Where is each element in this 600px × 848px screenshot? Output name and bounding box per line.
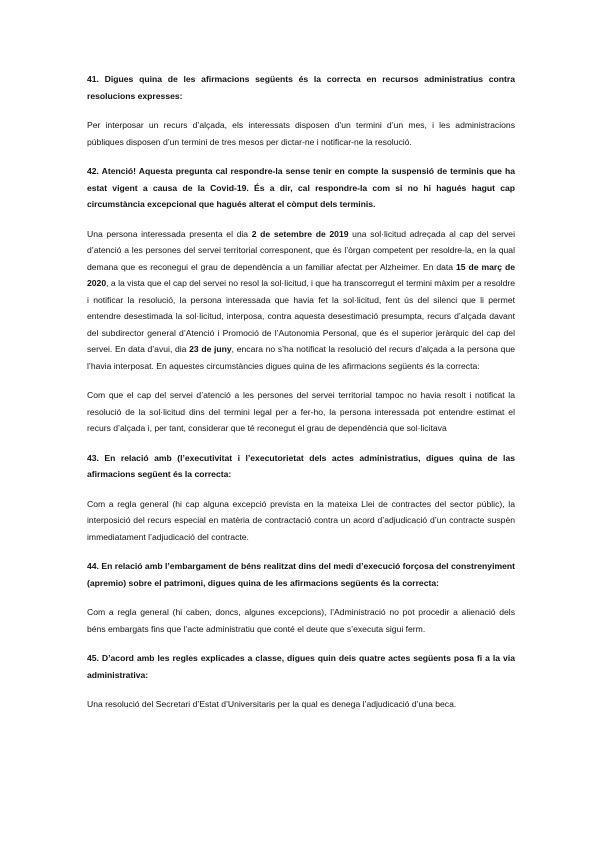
answer-43: Com a regla general (hi cap alguna excepció prevista en la mateixa Llei de contractes del sector públic), la interposició del recurs especial en matèria de contractació contra un acord d’adjudicació d’un contracte suspèn immediatament l’adjudicació del contracte. [87, 498, 515, 542]
case-text-4: , encara no s’ha notificat la resolució del recurs d’alçada a la persona que l’havia interposat. En aquestes circumstàncies digues quina de les afirmacions següents és la correcta: [87, 344, 516, 371]
document-body [87, 71, 515, 726]
question-44: 44. En relació amb l’embargament de béns realitzat dins del medi d’execució forçosa del constrenyiment (apremio) sobre el patrimoni, digues quina de les afirmacions següents és la correcta: [87, 561, 515, 588]
question-42-case [87, 226, 515, 375]
case-text-3: , a la vista que el cap del servei no resol la sol·licitud, i que ha transcorregut el termini màxim per a resoldre i notificar la resolució, la persona interessada que havia fet la sol·licitud, fent ús del silenci que li permet entendre desestimada la sol·licitud, interposa, contra aquesta desestimació presumpta, recurs d’alçada davant del subdirector general d’Atenció i Promoció de l’Autonomia Personal, que és el superior jeràrquic del cap del servei. En data d’avui, dia [87, 278, 515, 354]
answer-45: Una resolució del Secretari d’Estat d’Universitaris per la qual es denega l’adjudicació d’una beca. [87, 699, 457, 709]
case-date-1: 2 de setembre de 2019 [251, 228, 349, 239]
case-text-1: Una persona interessada presenta el dia [87, 228, 252, 239]
answer-44: Com a regla general (hi caben, doncs, algunes excepcions), l’Administració no pot procedir a alienació dels béns embargats fins que l’acte administratiu que conté el deute que s’executa sigui ferm. [87, 607, 515, 634]
answer-42: Com que el cap del servei d’atenció a les persones del servei territorial tampoc no havia resolt i notificat la resolució de la sol·licitud dins del termini legal per a fer-ho, la persona interessada pot entendre estimat el recurs d’alçada i, per tant, considerar que té reconegut el grau de dependència que sol·licitava [87, 390, 515, 433]
answer-41: Per interposar un recurs d’alçada, els interessats disposen d’un termini d’un mes, i les administracions públiques disposen d’un termini de tres mesos per dictar-ne i notificar-ne la resolució. [87, 120, 515, 147]
case-date-2: 15 de març de 2020 [87, 261, 515, 288]
question-42-intro: 42. Atenció! Aquesta pregunta cal respondre-la sense tenir en compte la suspensió de terminis que ha estat vigent a causa de la Covid-19. És a dir, cal respondre-la com si no hi hagués hagut cap circumstància excepcional que hagués alterat el còmput dels terminis. [87, 166, 515, 209]
question-43: 43. En relació amb (l’executivitat i l’executorietat dels actes administratius, digues quina de las afirmacions següent és la correcta: [87, 452, 515, 479]
case-text-2: una sol·licitud adreçada al cap del servei d’atenció a les persones del servei territorial corresponent, que és l’òrgan competent per resoldre-la, en la qual demana que es reconegui el grau de dependència a un familiar afectat per Alzheimer. En data [87, 228, 515, 272]
question-45: 45. D’acord amb les regles explicades a classe, digues quin deis quatre actes següents posa fi a la via administrativa: [87, 653, 515, 680]
question-41: 41. Digues quina de les afirmacions següents és la correcta en recursos administratius contra resolucions expresses: [87, 74, 515, 101]
case-date-3: 23 de juny [189, 344, 232, 354]
